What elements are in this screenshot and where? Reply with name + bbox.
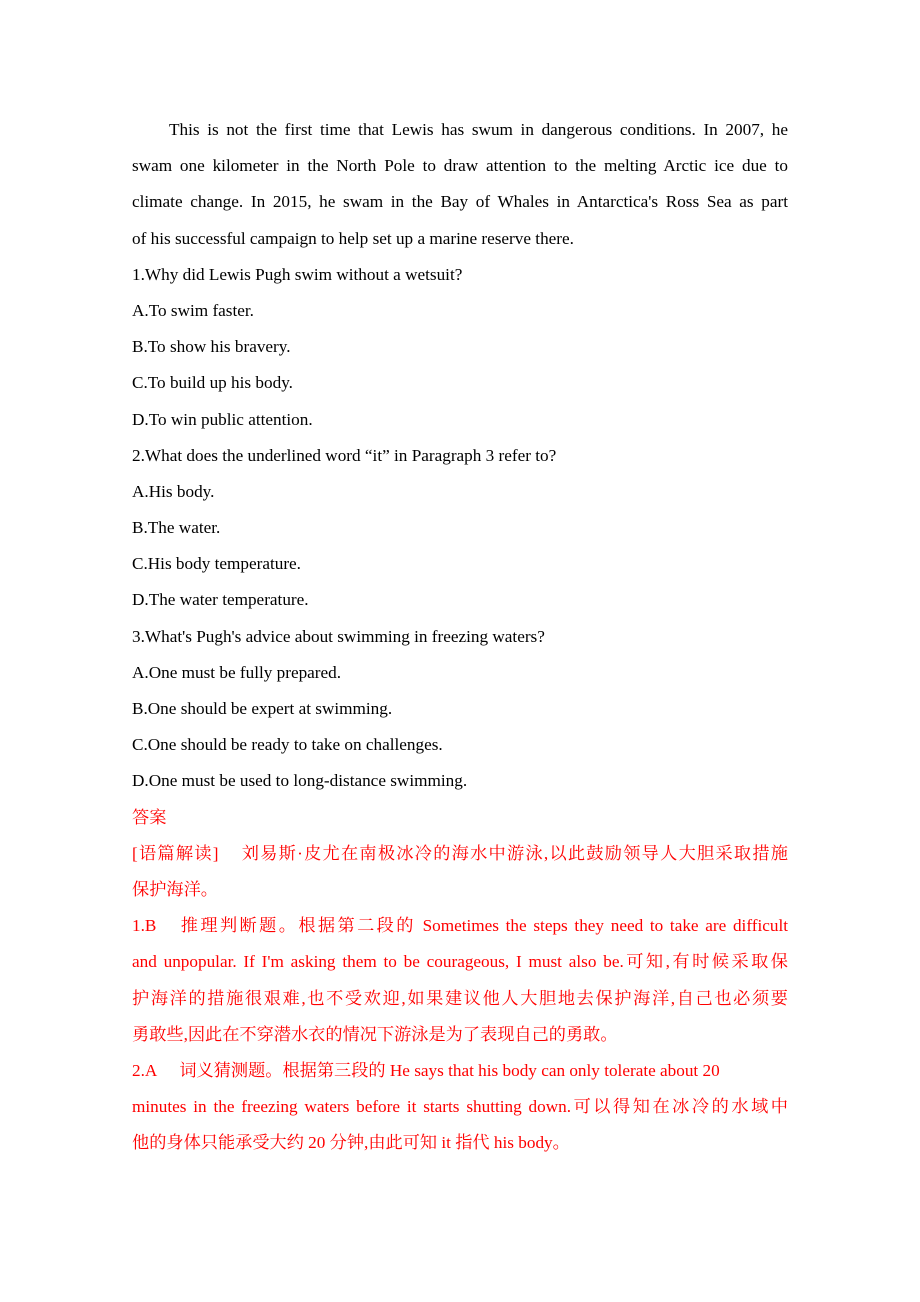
explanation-1 xyxy=(132,908,788,1053)
explanation-line xyxy=(132,1053,788,1089)
explanation-line: minutes in the freezing waters before it starts shutting down.可以得知在冰冷的水域中 xyxy=(132,1097,788,1117)
option-c: C.To build up his body. xyxy=(132,373,293,393)
option-b: B.To show his bravery. xyxy=(132,337,291,357)
summary-text: 刘易斯·皮尤在南极冰冷的海水中游泳,以此鼓励领导人大胆采取措施 xyxy=(240,843,788,863)
question-3 xyxy=(132,619,788,800)
explanation-2 xyxy=(132,1053,788,1162)
explanation-line: 勇敢些,因此在不穿潜水衣的情况下游泳是为了表现自己的勇敢。 xyxy=(132,1024,618,1044)
option-a: A.One must be fully prepared. xyxy=(132,662,342,682)
question-stem: 2.What does the underlined word “it” in Paragraph 3 refer to? xyxy=(132,445,557,465)
summary-line xyxy=(132,836,788,872)
explanation-line: 护海洋的措施很艰难,也不受欢迎,如果建议他人大胆地去保护海洋,自己也必须要 xyxy=(132,988,788,1008)
passage-paragraph xyxy=(132,112,788,257)
option-d: D.The water temperature. xyxy=(132,590,309,610)
option-c: C.One should be ready to take on challenges. xyxy=(132,735,443,755)
option-a: A.To swim faster. xyxy=(132,300,254,320)
option-d: D.One must be used to long-distance swimming. xyxy=(132,771,468,791)
answer-label: 1.B xyxy=(132,916,157,936)
question-1 xyxy=(132,257,788,438)
option-b: B.One should be expert at swimming. xyxy=(132,699,393,718)
passage-line: of his successful campaign to help set up a marine reserve there. xyxy=(132,228,574,248)
answer-heading: 答案 xyxy=(132,807,167,827)
explanation-line: and unpopular. If I'm asking them to be courageous, I must also be.可知,有时候采取保 xyxy=(132,952,788,972)
explanation-text: 推理判断题。根据第二段的 Sometimes the steps they need to take are difficult xyxy=(178,916,788,936)
option-d: D.To win public attention. xyxy=(132,409,313,429)
passage-line: swam one kilometer in the North Pole to draw attention to the melting Arctic ice due to xyxy=(132,156,788,176)
answer-section xyxy=(132,800,788,1162)
explanation-text: 词义猜测题。根据第三段的 He says that his body can only tolerate about 20 xyxy=(179,1060,720,1080)
question-stem: 1.Why did Lewis Pugh swim without a wetsuit? xyxy=(132,264,463,284)
question-2 xyxy=(132,438,788,619)
summary-line: 保护海洋。 xyxy=(132,879,218,899)
passage-summary xyxy=(132,836,788,908)
option-b: B.The water. xyxy=(132,518,221,538)
question-stem: 3.What's Pugh's advice about swimming in freezing waters? xyxy=(132,626,545,646)
passage-line: climate change. In 2015, he swam in the Bay of Whales in Antarctica's Ross Sea as part xyxy=(132,192,788,212)
explanation-line xyxy=(132,908,788,944)
passage-line: This is not the first time that Lewis has swum in dangerous conditions. In 2007, he xyxy=(169,120,788,139)
option-c: C.His body temperature. xyxy=(132,554,301,574)
option-a: A.His body. xyxy=(132,481,215,501)
summary-tag: [语篇解读] xyxy=(132,843,219,863)
explanation-line: 他的身体只能承受大约 20 分钟,由此可知 it 指代 his body。 xyxy=(132,1133,570,1153)
answer-label: 2.A xyxy=(132,1060,158,1080)
document-page xyxy=(132,112,788,1161)
